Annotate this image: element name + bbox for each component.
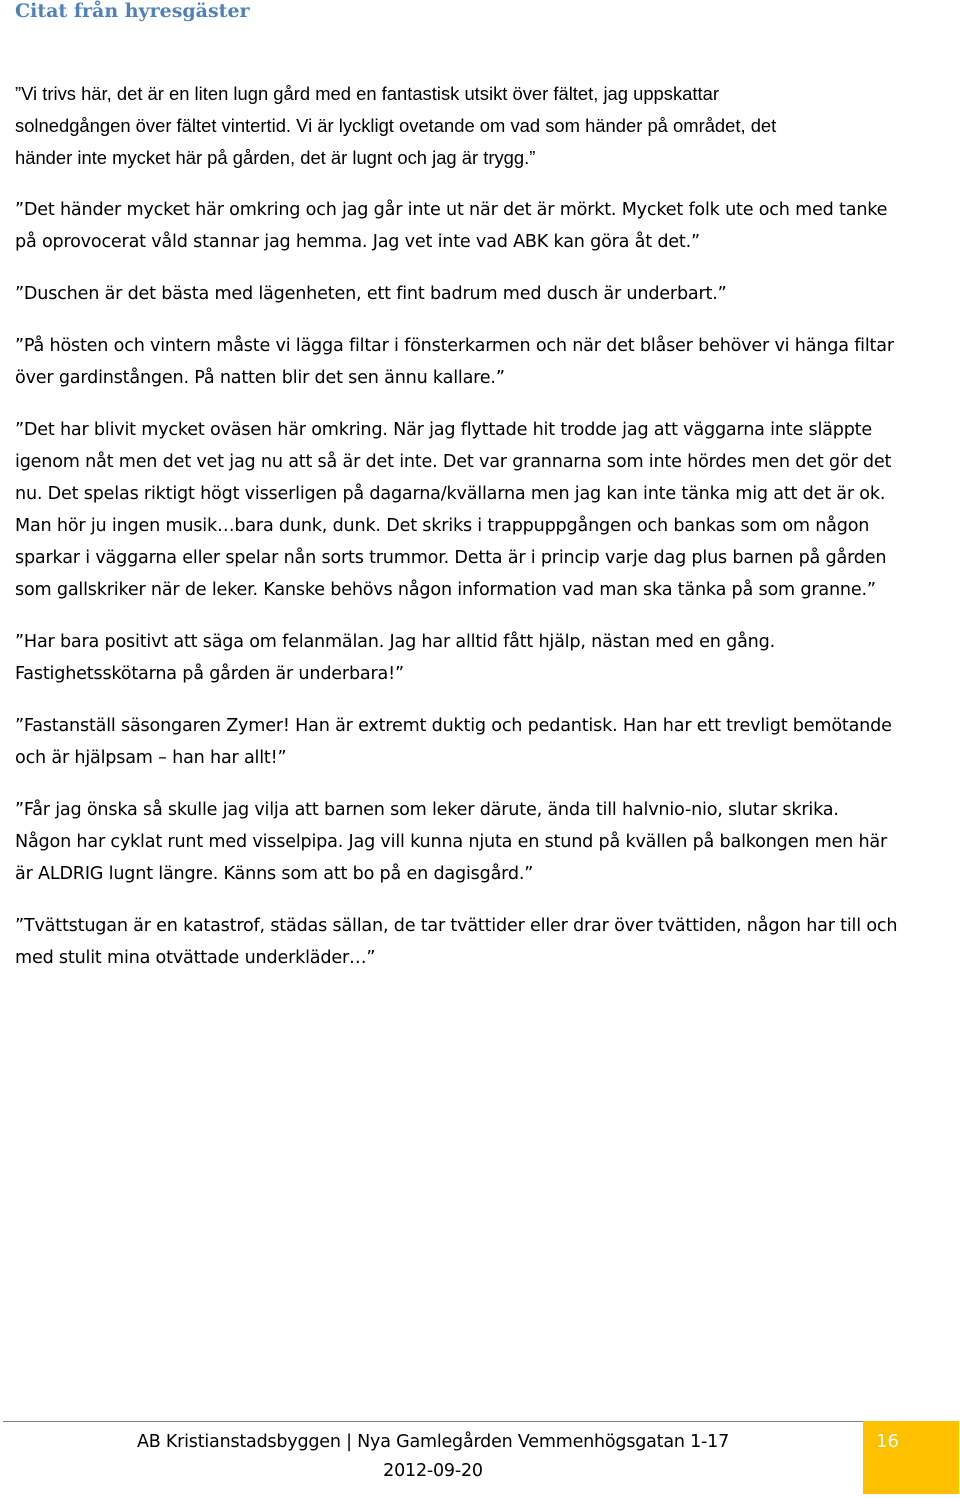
quote-line: Fastighetsskötarna på gården är underbara!” [15,664,404,684]
quote-7 [15,710,957,774]
quote-8 [15,794,957,890]
quote-line: ”Får jag önska så skulle jag vilja att barnen som leker därute, ända till halvnio-nio, slutar skrika. [15,800,839,820]
quote-line: ”Vi trivs här, det är en liten lugn gård med en fantastisk utsikt över fältet, jag uppskattar [15,83,719,104]
quote-1 [15,78,957,174]
quote-line: händer inte mycket här på gården, det är lugnt och jag är trygg.” [15,147,536,168]
quote-line: Man hör ju ingen musik…bara dunk, dunk. Det skriks i trappuppgången och bankas som om någon [15,516,870,536]
quote-line: Någon har cyklat runt med visselpipa. Jag vill kunna njuta en stund på kvällen på balkongen men här [15,832,888,852]
page-heading: Citat från hyresgäster [15,0,250,22]
quote-line: ”Duschen är det bästa med lägenheten, ett fint badrum med dusch är underbart.” [15,284,727,304]
footer-title: AB Kristianstadsbyggen | Nya Gamlegården Vemmenhögsgatan 1-17 [136,1432,730,1452]
quote-9 [15,910,957,974]
quote-line: ”Det händer mycket här omkring och jag går inte ut när det är mörkt. Mycket folk ute och med tanke [15,200,888,220]
quote-line: över gardinstången. På natten blir det sen ännu kallare.” [15,368,505,388]
quotes-list [15,78,957,974]
quote-line: med stulit mina otvättade underkläder…” [15,948,376,968]
quote-line: ”Fastanställ säsongaren Zymer! Han är extremt duktig och pedantisk. Han har ett trevligt bemötande [15,716,892,736]
quote-4 [15,330,957,394]
footer-date: 2012-09-20 [383,1461,483,1481]
quote-5 [15,414,957,606]
quote-line: ”Tvättstugan är en katastrof, städas sällan, de tar tvättider eller drar över tvättiden, någon har till och [15,916,898,936]
quote-line: igenom nåt men det vet jag nu att så är det inte. Det var grannarna som inte hördes men det gör det [15,452,892,472]
quote-line: nu. Det spelas riktigt högt visserligen på dagarna/kvällarna men jag kan inte tänka mig att det är ok. [15,484,886,504]
footer-divider [3,1421,863,1422]
page-number: 16 [876,1431,899,1452]
quote-line: sparkar i väggarna eller spelar nån sorts trummor. Detta är i princip varje dag plus barnen på gården [15,548,887,568]
quote-6 [15,626,957,690]
quote-3 [15,278,957,310]
footer [3,1428,863,1486]
quote-2 [15,194,957,258]
quote-line: ”På hösten och vintern måste vi lägga filtar i fönsterkarmen och när det blåser behöver vi hänga filtar [15,336,894,356]
quote-line: och är hjälpsam – han har allt!” [15,748,287,768]
quote-line: ”Det har blivit mycket oväsen här omkring. När jag flyttade hit trodde jag att väggarna inte släppte [15,420,872,440]
quote-line: ”Har bara positivt att säga om felanmälan. Jag har alltid fått hjälp, nästan med en gång. [15,632,775,652]
quote-line: på oprovocerat våld stannar jag hemma. Jag vet inte vad ABK kan göra åt det.” [15,232,700,252]
page-number-box [863,1421,959,1494]
quote-line: är ALDRIG lugnt längre. Känns som att bo på en dagisgård.” [15,864,534,884]
quote-line: som gallskriker när de leker. Kanske behövs någon information vad man ska tänka på som granne.” [15,580,876,600]
quote-line: solnedgången över fältet vintertid. Vi är lyckligt ovetande om vad som händer på området, det [15,115,777,136]
